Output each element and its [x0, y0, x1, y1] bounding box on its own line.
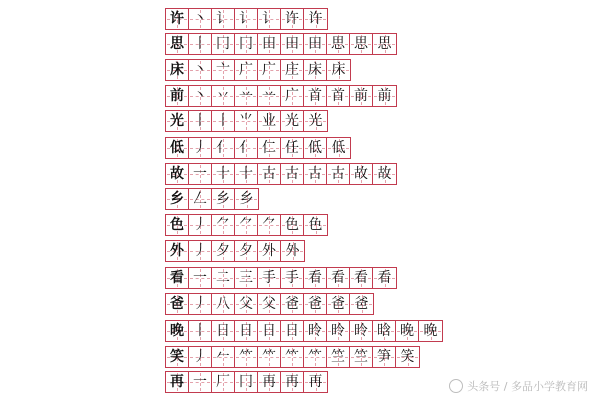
stroke-step-text: 许	[285, 11, 299, 27]
character-cell	[166, 138, 189, 158]
stroke-step-cell	[304, 111, 327, 131]
stroke-step-cell	[212, 347, 235, 367]
stroke-step-cell	[281, 372, 304, 392]
stroke-step-text: 田	[308, 36, 322, 52]
stroke-step-cell	[258, 60, 281, 80]
stroke-step-text: 许	[308, 11, 323, 27]
stroke-step-cell	[258, 372, 281, 392]
character-text: 色	[170, 217, 184, 233]
stroke-step-text: 丿	[193, 349, 207, 365]
stroke-step-cell	[281, 164, 304, 184]
character-cell	[166, 294, 189, 314]
stroke-step-text: 讠	[239, 11, 253, 27]
character-text: 光	[170, 113, 184, 129]
stroke-step-text: 父	[262, 296, 276, 312]
stroke-step-cell	[304, 294, 327, 314]
stroke-step-cell	[281, 111, 304, 131]
stroke-row-1	[165, 8, 328, 30]
stroke-step-cell	[212, 138, 235, 158]
stroke-step-cell	[350, 294, 373, 314]
stroke-step-text: 丶	[193, 88, 207, 104]
character-cell	[166, 9, 189, 29]
stroke-step-text: 田	[285, 36, 299, 52]
stroke-step-text: 讠	[216, 11, 230, 27]
stroke-step-text: 八	[216, 296, 230, 312]
stroke-step-text: 爸	[308, 296, 322, 312]
stroke-step-cell	[258, 34, 281, 54]
stroke-step-text: 日	[239, 323, 253, 339]
stroke-step-cell	[189, 215, 212, 235]
stroke-step-cell	[212, 60, 235, 80]
stroke-row-12	[165, 293, 374, 315]
stroke-step-text: 笋	[377, 349, 391, 365]
stroke-step-text: 业	[262, 113, 276, 129]
stroke-step-text: 一	[193, 270, 207, 286]
stroke-step-cell	[373, 321, 396, 341]
stroke-step-text: 古	[285, 166, 299, 182]
stroke-step-cell	[304, 321, 327, 341]
stroke-step-cell	[189, 189, 212, 209]
character-cell	[166, 164, 189, 184]
stroke-step-text: 冂	[239, 36, 253, 52]
stroke-step-text: 看	[308, 270, 322, 286]
stroke-step-cell	[189, 86, 212, 106]
stroke-step-cell	[304, 372, 327, 392]
stroke-step-text: 爸	[285, 296, 299, 312]
stroke-step-cell	[304, 347, 327, 367]
stroke-step-text: ⺈	[262, 217, 276, 233]
stroke-step-cell	[212, 34, 235, 54]
stroke-step-cell	[350, 321, 373, 341]
stroke-step-cell	[189, 60, 212, 80]
stroke-row-14	[165, 346, 420, 368]
stroke-step-text: 丿	[193, 296, 207, 312]
stroke-step-text: 日	[285, 323, 299, 339]
stroke-step-text: 古	[262, 166, 276, 182]
stroke-row-4	[165, 85, 397, 107]
stroke-step-cell	[281, 321, 304, 341]
stroke-step-cell	[235, 138, 258, 158]
stroke-step-text: 看	[331, 270, 345, 286]
character-cell	[166, 189, 189, 209]
stroke-step-text: 冂	[216, 36, 230, 52]
stroke-step-cell	[373, 164, 396, 184]
stroke-step-cell	[235, 164, 258, 184]
stroke-step-cell	[189, 347, 212, 367]
stroke-row-15	[165, 371, 328, 393]
stroke-step-text: 丿	[193, 140, 207, 156]
stroke-step-cell	[235, 60, 258, 80]
stroke-step-text: 亠	[216, 62, 230, 78]
stroke-step-text: 田	[262, 36, 276, 52]
stroke-row-2	[165, 33, 397, 55]
stroke-step-cell	[258, 86, 281, 106]
character-text: 爸	[170, 296, 184, 312]
stroke-row-5	[165, 110, 328, 132]
stroke-step-cell	[258, 164, 281, 184]
stroke-step-text: 古	[308, 166, 322, 182]
stroke-step-cell	[258, 347, 281, 367]
stroke-step-cell	[235, 372, 258, 392]
stroke-step-text: ⺈	[239, 217, 253, 233]
stroke-step-text: 故	[354, 166, 368, 182]
stroke-step-text: 首	[331, 88, 345, 104]
stroke-step-cell	[327, 321, 350, 341]
character-text: 外	[170, 243, 184, 259]
stroke-step-text: ⺈	[216, 217, 230, 233]
stroke-step-cell	[281, 138, 304, 158]
stroke-step-cell	[189, 241, 212, 261]
stroke-step-cell	[212, 164, 235, 184]
stroke-step-text: 𠃋	[193, 191, 207, 207]
stroke-step-cell	[235, 294, 258, 314]
stroke-step-text: ⺮	[239, 349, 253, 365]
stroke-step-cell	[281, 60, 304, 80]
stroke-step-cell	[281, 215, 304, 235]
stroke-step-text: 床	[331, 62, 346, 78]
stroke-step-cell	[281, 9, 304, 29]
character-text: 前	[170, 88, 184, 104]
stroke-step-text: 晚	[423, 323, 438, 339]
stroke-step-text: 广	[285, 88, 299, 104]
stroke-step-text: 爸	[354, 296, 369, 312]
character-cell	[166, 241, 189, 261]
stroke-step-text: 低	[331, 140, 346, 156]
stroke-step-cell	[327, 60, 350, 80]
stroke-step-text: 首	[308, 88, 322, 104]
stroke-step-text: 三	[239, 270, 253, 286]
stroke-step-cell	[235, 111, 258, 131]
stroke-step-text: 竺	[331, 349, 345, 365]
stroke-step-cell	[327, 138, 350, 158]
stroke-step-text: 色	[285, 217, 299, 233]
stroke-step-text: 讠	[262, 11, 276, 27]
stroke-step-text: 父	[239, 296, 253, 312]
stroke-step-cell	[235, 215, 258, 235]
stroke-step-cell	[258, 241, 281, 261]
stroke-step-cell	[350, 268, 373, 288]
stroke-row-7	[165, 163, 397, 185]
stroke-step-text: 再	[262, 374, 276, 390]
stroke-step-cell	[373, 268, 396, 288]
stroke-step-text: 昤	[308, 323, 322, 339]
stroke-row-6	[165, 137, 351, 159]
stroke-step-text: 䒑	[239, 88, 253, 104]
stroke-step-cell	[258, 321, 281, 341]
stroke-step-text: 日	[262, 323, 276, 339]
stroke-step-text: 一	[193, 374, 207, 390]
stroke-step-text: 外	[262, 243, 276, 259]
stroke-step-cell	[281, 241, 304, 261]
stroke-step-cell	[396, 321, 419, 341]
stroke-step-cell	[235, 86, 258, 106]
character-cell	[166, 372, 189, 392]
stroke-step-text: 夕	[216, 243, 230, 259]
stroke-step-text: 丶	[193, 11, 207, 27]
stroke-step-text: 丨	[193, 36, 207, 52]
character-text: 故	[170, 166, 184, 182]
stroke-step-cell	[281, 86, 304, 106]
stroke-step-cell	[235, 189, 258, 209]
stroke-step-cell	[235, 241, 258, 261]
stroke-row-3	[165, 59, 351, 81]
stroke-step-cell	[327, 294, 350, 314]
stroke-step-text: 日	[216, 323, 230, 339]
stroke-step-cell	[396, 347, 419, 367]
stroke-step-text: 爸	[331, 296, 345, 312]
stroke-step-text: ⺮	[308, 349, 322, 365]
stroke-step-cell	[212, 241, 235, 261]
character-text: 思	[170, 36, 184, 52]
stroke-step-text: 思	[354, 36, 368, 52]
stroke-step-cell	[350, 164, 373, 184]
stroke-step-text: 广	[262, 62, 276, 78]
character-text: 看	[170, 270, 184, 286]
stroke-step-cell	[212, 268, 235, 288]
stroke-step-cell	[189, 321, 212, 341]
stroke-row-9	[165, 214, 328, 236]
stroke-step-cell	[235, 268, 258, 288]
stroke-row-10	[165, 240, 305, 262]
stroke-step-cell	[212, 321, 235, 341]
stroke-step-cell	[189, 164, 212, 184]
stroke-step-text: 昤	[331, 323, 345, 339]
character-text: 低	[170, 140, 184, 156]
stroke-step-cell	[327, 268, 350, 288]
stroke-step-cell	[189, 34, 212, 54]
stroke-step-text: 丷	[216, 88, 230, 104]
stroke-step-text: 晗	[377, 323, 391, 339]
stroke-step-text: 丨	[193, 113, 207, 129]
stroke-step-text: 低	[308, 140, 322, 156]
stroke-step-cell	[373, 86, 396, 106]
stroke-step-text: 乡	[239, 191, 254, 207]
watermark	[449, 378, 588, 394]
stroke-step-text: 思	[377, 36, 392, 52]
stroke-step-text: 看	[377, 270, 392, 286]
stroke-step-text: 丨	[193, 323, 207, 339]
character-cell	[166, 60, 189, 80]
stroke-step-cell	[235, 9, 258, 29]
stroke-step-text: 丨	[216, 113, 230, 129]
stroke-step-text: 竺	[354, 349, 368, 365]
stroke-step-cell	[189, 372, 212, 392]
stroke-step-text: 丿	[193, 217, 207, 233]
stroke-step-cell	[281, 34, 304, 54]
stroke-step-cell	[304, 215, 327, 235]
stroke-step-text: 二	[216, 270, 230, 286]
stroke-step-cell	[281, 347, 304, 367]
stroke-step-cell	[212, 189, 235, 209]
stroke-step-cell	[235, 34, 258, 54]
watermark-text: 头条号 / 多品小学教育网	[467, 380, 588, 393]
stroke-step-cell	[212, 9, 235, 29]
stroke-step-text: 光	[308, 113, 323, 129]
character-cell	[166, 111, 189, 131]
character-text: 再	[170, 374, 184, 390]
stroke-step-text: 昤	[354, 323, 368, 339]
stroke-step-cell	[327, 347, 350, 367]
stroke-step-cell	[350, 86, 373, 106]
stroke-step-cell	[258, 138, 281, 158]
stroke-step-cell	[212, 111, 235, 131]
character-cell	[166, 268, 189, 288]
stroke-step-text: ⺌	[239, 113, 253, 129]
stroke-step-cell	[258, 294, 281, 314]
stroke-step-text: 任	[285, 140, 299, 156]
character-text: 乡	[170, 191, 184, 207]
stroke-step-text: 晚	[400, 323, 414, 339]
stroke-step-text: 冂	[239, 374, 253, 390]
stroke-row-8	[165, 188, 259, 210]
stroke-step-text: 丿	[193, 243, 207, 259]
stroke-step-cell	[281, 268, 304, 288]
stroke-step-text: 厂	[216, 374, 230, 390]
stroke-step-text: 光	[285, 113, 299, 129]
character-cell	[166, 86, 189, 106]
stroke-step-cell	[373, 347, 396, 367]
stroke-step-cell	[373, 34, 396, 54]
stroke-step-text: 夕	[239, 243, 253, 259]
stroke-step-cell	[212, 86, 235, 106]
stroke-step-text: 亻	[216, 140, 230, 156]
stroke-step-text: 色	[308, 217, 323, 233]
character-text: 晚	[170, 323, 184, 339]
stroke-step-text: 仁	[262, 140, 276, 156]
stroke-step-text: 一	[193, 166, 207, 182]
stroke-step-cell	[350, 34, 373, 54]
stroke-step-text: 故	[377, 166, 392, 182]
stroke-step-cell	[212, 294, 235, 314]
stroke-step-cell	[189, 9, 212, 29]
stroke-row-13	[165, 320, 443, 342]
stroke-step-text: 古	[331, 166, 345, 182]
stroke-step-cell	[258, 268, 281, 288]
stroke-step-cell	[304, 86, 327, 106]
stroke-step-cell	[350, 347, 373, 367]
character-text: 许	[170, 11, 184, 27]
character-cell	[166, 321, 189, 341]
stroke-step-cell	[189, 294, 212, 314]
stroke-step-text: 十	[239, 166, 253, 182]
stroke-step-text: 前	[354, 88, 368, 104]
stroke-step-text: 手	[262, 270, 276, 286]
character-cell	[166, 215, 189, 235]
stroke-step-cell	[212, 372, 235, 392]
stroke-step-cell	[189, 138, 212, 158]
stroke-step-text: 外	[285, 243, 300, 259]
stroke-step-cell	[189, 268, 212, 288]
stroke-row-11	[165, 267, 397, 289]
stroke-step-text: ⺮	[262, 349, 276, 365]
stroke-step-cell	[281, 294, 304, 314]
stroke-step-text: 再	[308, 374, 323, 390]
character-text: 床	[170, 62, 184, 78]
stroke-step-text: 思	[331, 36, 345, 52]
character-text: 笑	[170, 349, 184, 365]
stroke-step-text: 亻	[239, 140, 253, 156]
character-cell	[166, 34, 189, 54]
stroke-step-cell	[258, 111, 281, 131]
stroke-step-cell	[212, 215, 235, 235]
stroke-step-text: 庄	[285, 62, 299, 78]
stroke-step-text: 前	[377, 88, 392, 104]
stroke-step-cell	[304, 138, 327, 158]
stroke-step-text: 䒑	[262, 88, 276, 104]
stroke-step-text: 𠂉	[216, 349, 230, 365]
stroke-step-cell	[327, 164, 350, 184]
stroke-step-text: 乡	[216, 191, 230, 207]
stroke-step-text: 丶	[193, 62, 207, 78]
stroke-step-cell	[235, 321, 258, 341]
stroke-step-text: 再	[285, 374, 299, 390]
watermark-logo-icon	[449, 379, 463, 393]
stroke-step-text: 笑	[400, 349, 415, 365]
stroke-step-text: 看	[354, 270, 368, 286]
stroke-step-cell	[304, 164, 327, 184]
stroke-step-text: 广	[239, 62, 253, 78]
stroke-step-cell	[304, 60, 327, 80]
stroke-step-text: 床	[308, 62, 322, 78]
stroke-step-cell	[419, 321, 442, 341]
character-cell	[166, 347, 189, 367]
stroke-step-cell	[304, 268, 327, 288]
stroke-step-cell	[258, 9, 281, 29]
stroke-step-text: 手	[285, 270, 299, 286]
stroke-step-text: 十	[216, 166, 230, 182]
stroke-step-cell	[258, 215, 281, 235]
stroke-step-cell	[235, 347, 258, 367]
stroke-step-text: ⺮	[285, 349, 299, 365]
stroke-step-cell	[327, 86, 350, 106]
stroke-step-cell	[327, 34, 350, 54]
stroke-step-cell	[304, 34, 327, 54]
stroke-step-cell	[304, 9, 327, 29]
stroke-step-cell	[189, 111, 212, 131]
